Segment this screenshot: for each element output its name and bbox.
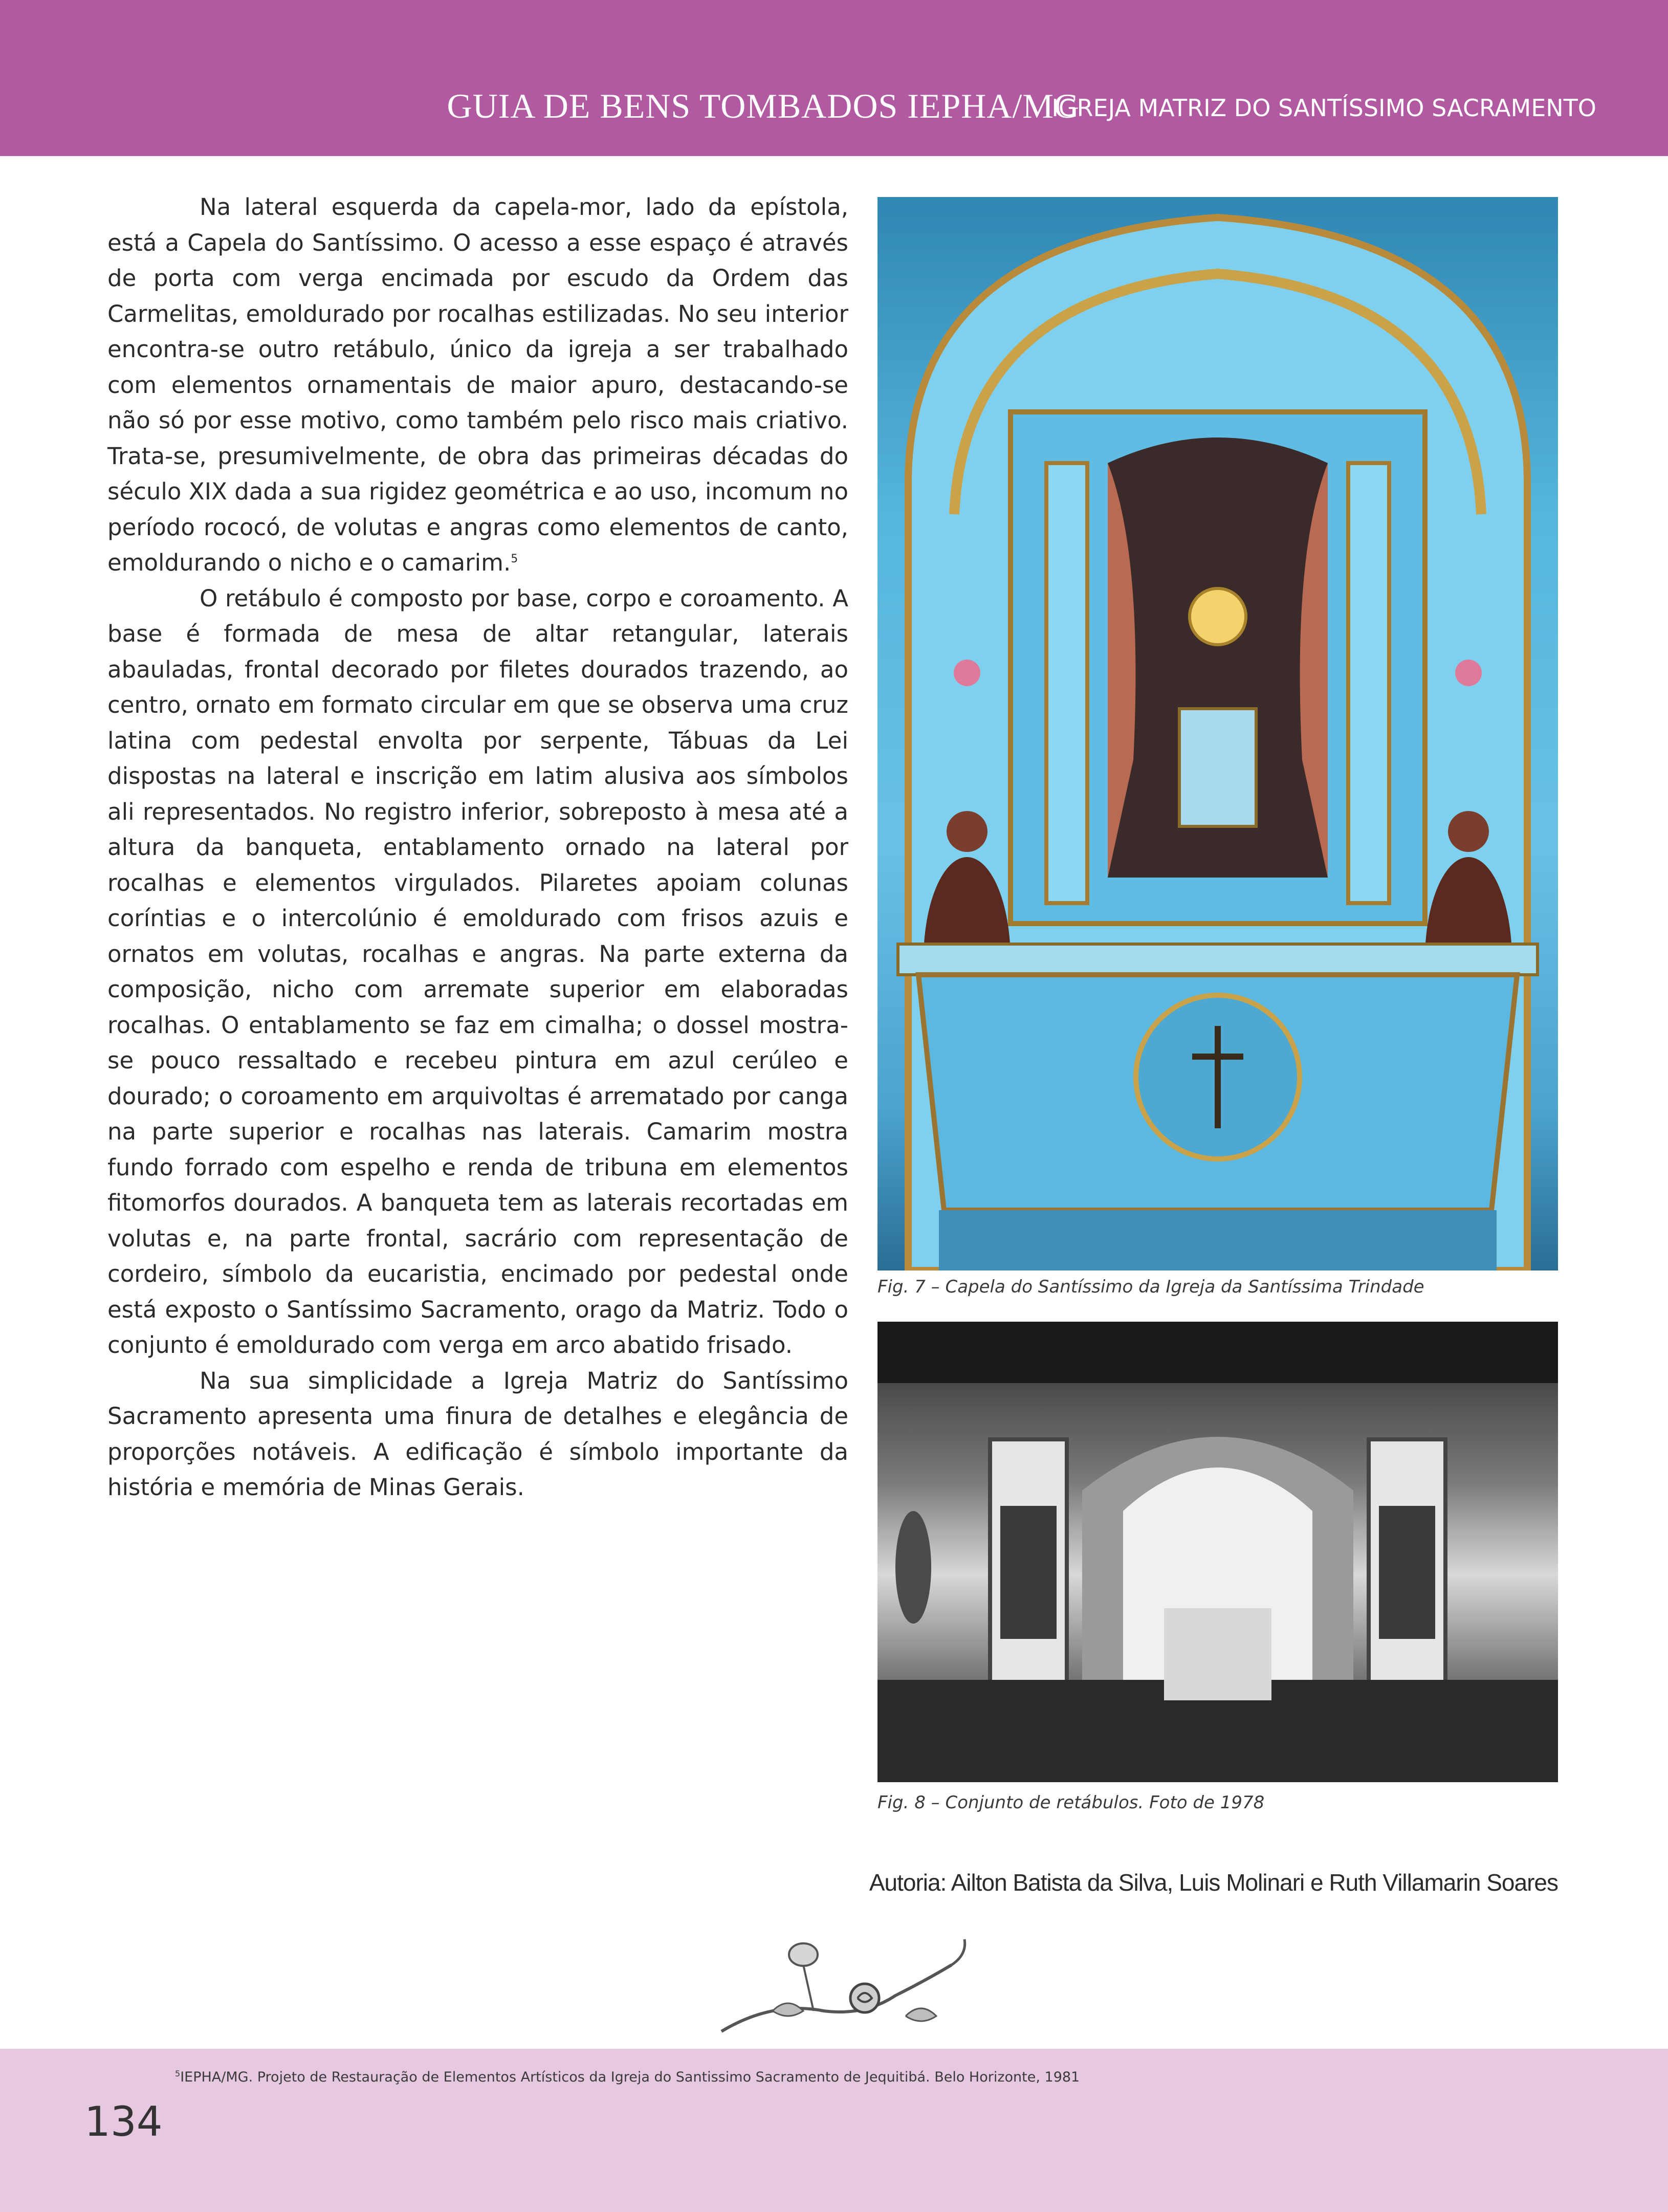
altarpiece-illustration — [877, 197, 1558, 1271]
footnote-text: IEPHA/MG. Projeto de Restauração de Elementos Artísticos da Igreja do Santissimo Sacramento de Jequitibá. Belo Horizonte, 1981 — [180, 2069, 1080, 2085]
paragraph — [107, 189, 848, 581]
page-number: 134 — [84, 2098, 163, 2145]
nave-illustration — [877, 1322, 1558, 1782]
church-name: IGREJA MATRIZ DO SANTÍSSIMO SACRAMENTO — [1051, 94, 1596, 122]
figure-caption: Fig. 7 – Capela do Santíssimo da Igreja da Santíssima Trindade — [877, 1277, 1424, 1297]
authors-credit: Autoria: Ailton Batista da Silva, Luis Molinari e Ruth Villamarin Soares — [869, 1869, 1558, 1896]
paragraph: Na sua simplicidade a Igreja Matriz do Santíssimo Sacramento apresenta uma finura de detalhes e elegância de proporções notáveis. A edificação é símbolo importante da história e memória de Minas Gerais. — [107, 1367, 848, 1501]
guide-title: GUIA DE BENS TOMBADOS IEPHA/MG — [447, 86, 1080, 125]
footnote-mark: 5 — [175, 2069, 181, 2078]
header-band — [0, 0, 1668, 156]
altarpieces-photo — [877, 1322, 1558, 1782]
paragraph: O retábulo é composto por base, corpo e coroamento. A base é formada de mesa de altar retangular, laterais abauladas, frontal decorado por filetes dourados trazendo, ao centro, ornato em formato circular em que se observa uma cruz latina com pedestal envolta por serpente, Tábuas da Lei dispostas na lateral e inscrição em latim alusiva aos símbolos ali representados. No registro inferior, sobreposto à mesa até a altura da banqueta, entablamento ornado na lateral por rocalhas e elementos virgulados. Pilaretes apoiam colunas coríntias e o intercolúnio é emoldurado com frisos azuis e ornatos em volutas, rocalhas e angras. Na parte externa da composição, nicho com arremate superior em elaboradas rocalhas. O entablamento se faz em cimalha; o dossel mostra-se pouco ressaltado e recebeu pintura em azul cerúleo e dourado; o coroamento em arquivoltas é arrematado por canga na parte superior e rocalhas nas laterais. Camarim mostra fundo forrado com espelho e renda de tribuna em elementos fitomorfos dourados. A banqueta tem as laterais recortadas em volutas e, na parte frontal, sacrário com representação de cordeiro, símbolo da eucaristia, encimado por pedestal onde está exposto o Santíssimo Sacramento, orago da Matriz. Todo o conjunto é emoldurado com verga em arco abatido frisado. — [107, 584, 848, 1359]
paragraph-text: Na lateral esquerda da capela-mor, lado da epístola, está a Capela do Santíssimo. O acesso a esse espaço é através de porta com verga encimada por escudo da Ordem das Carmelitas, emoldurado por rocalhas estilizadas. No seu interior encontra-se outro retábulo, único da igreja a ser trabalhado com elementos ornamentais de maior apuro, destacando-se não só por esse motivo, como também pelo risco mais criativo. Trata-se, presumivelmente, de obra das primeiras décadas do século XIX dada a sua rigidez geométrica e ao uso, incomum no período rococó, de volutas e angras como elementos de canto, emoldurando o nicho e o camarim. — [107, 193, 848, 576]
figure-caption: Fig. 8 – Conjunto de retábulos. Foto de 1978 — [877, 1792, 1265, 1813]
footnote — [175, 2069, 1080, 2085]
rose-ornament-icon — [711, 1934, 977, 2042]
altarpiece-photo — [877, 197, 1558, 1271]
article-body — [107, 189, 848, 1505]
footnote-reference: 5 — [511, 553, 518, 565]
